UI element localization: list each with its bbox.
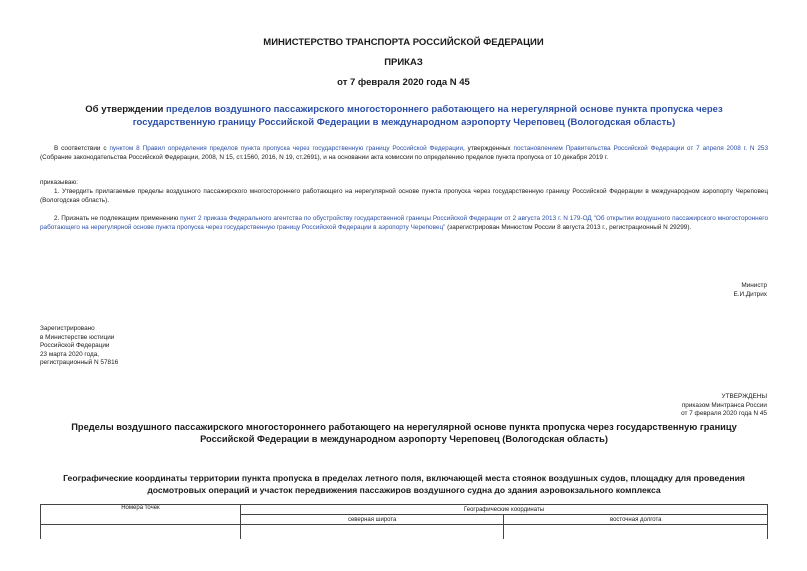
preamble-text-3: (Собрание законодательства Российской Федерации, 2008, N 15, ст.1560, 2016, N 19, ст.2691), и на основании акта комиссии по определению пределов пункта пропуска от 10 декабря 2019 г. — [40, 153, 609, 161]
doc-title — [44, 104, 764, 129]
doc-title-prefix: Об утверждении — [85, 104, 167, 115]
preamble-text-1: В соответствии с — [54, 145, 110, 152]
item2-text-1: 2. Признать не подлежащим применению — [54, 215, 181, 222]
preamble-text-2: , утвержденных — [463, 145, 514, 152]
approved-line: приказом Минтранса России — [681, 401, 767, 409]
coordinates-table — [40, 504, 768, 539]
approved-line: УТВЕРЖДЕНЫ — [721, 393, 767, 400]
header-latitude: северная широта — [240, 515, 504, 525]
preamble-link-decree[interactable]: постановлением Правительства Российской Федерации от 7 апреля 2008 г. N 253 — [513, 145, 769, 152]
doc-title-link[interactable]: пределов воздушного пассажирского многостороннего работающего на нерегулярной основе пункта пропуска через государственную границу Российской Федерации в международном аэропорту Череповец (Вологодская область) — [132, 104, 723, 128]
header-points: Номера точек — [41, 505, 241, 525]
registration-line: 23 марта 2020 года, — [40, 350, 100, 358]
section-title: Географические координаты территории пункта пропуска в пределах летного поля, включающей места стоянок воздушных судов, площадку для проведения досмотровых операций и участок передвижения пассажиров воздушного судна до здания аэровокзального комплекса — [63, 473, 745, 495]
signature-block — [733, 282, 767, 299]
order-word: приказываю: — [40, 179, 78, 186]
approved-block — [681, 393, 767, 419]
item2-link-order[interactable]: пункт 2 приказа Федерального агентства по обустройству государственной границы Российской Федерации от 2 августа 2013 г. N 179-ОД "Об открытии воздушного пассажирского многостороннего работающего на нерегулярной основе пункта пропуска через государственную границу Российской Федерации в аэропорту Череповец" — [40, 215, 768, 231]
preamble-paragraph — [40, 145, 768, 163]
item2-text-2: (зарегистрирован Минюстом России 8 августа 2013 г., регистрационный N 29299). — [445, 223, 692, 231]
header-coords: Географические координаты — [240, 505, 767, 515]
doc-type-heading: ПРИКАЗ — [384, 57, 423, 68]
registration-line: Российской Федерации — [40, 342, 110, 350]
header-longitude: восточная долгота — [504, 515, 768, 525]
registration-line: регистрационный N 57816 — [40, 359, 119, 367]
approved-line: от 7 февраля 2020 года N 45 — [681, 410, 767, 418]
table-header-row — [41, 505, 768, 515]
registration-line: Зарегистрировано — [40, 325, 95, 332]
order-item-1: 1. Утвердить прилагаемые пределы воздушного пассажирского многостороннего работающего на нерегулярной основе пункта пропуска через государственную границу Российской Федерации в международном аэропорту Череповец (Вологодская область). — [40, 188, 768, 204]
ministry-heading: МИНИСТЕРСТВО ТРАНСПОРТА РОССИЙСКОЙ ФЕДЕРАЦИИ — [263, 37, 544, 48]
appendix-title: Пределы воздушного пассажирского многостороннего работающего на нерегулярной основе пункта пропуска через государственную границу Российской Федерации в международном аэропорту Череповец (Вологодская область) — [71, 422, 737, 444]
table-row — [41, 525, 768, 540]
doc-date-number: от 7 февраля 2020 года N 45 — [337, 77, 470, 88]
registration-block — [40, 325, 118, 368]
signature-position: Министр — [741, 282, 767, 289]
registration-line: в Министерстве юстиции — [40, 333, 115, 341]
signature-name: Е.И.Дитрих — [733, 290, 767, 298]
order-item-2 — [40, 215, 768, 233]
preamble-link-rules[interactable]: пунктом 8 Правил определения пределов пункта пропуска через государственную границу Российской Федерации — [109, 145, 464, 152]
